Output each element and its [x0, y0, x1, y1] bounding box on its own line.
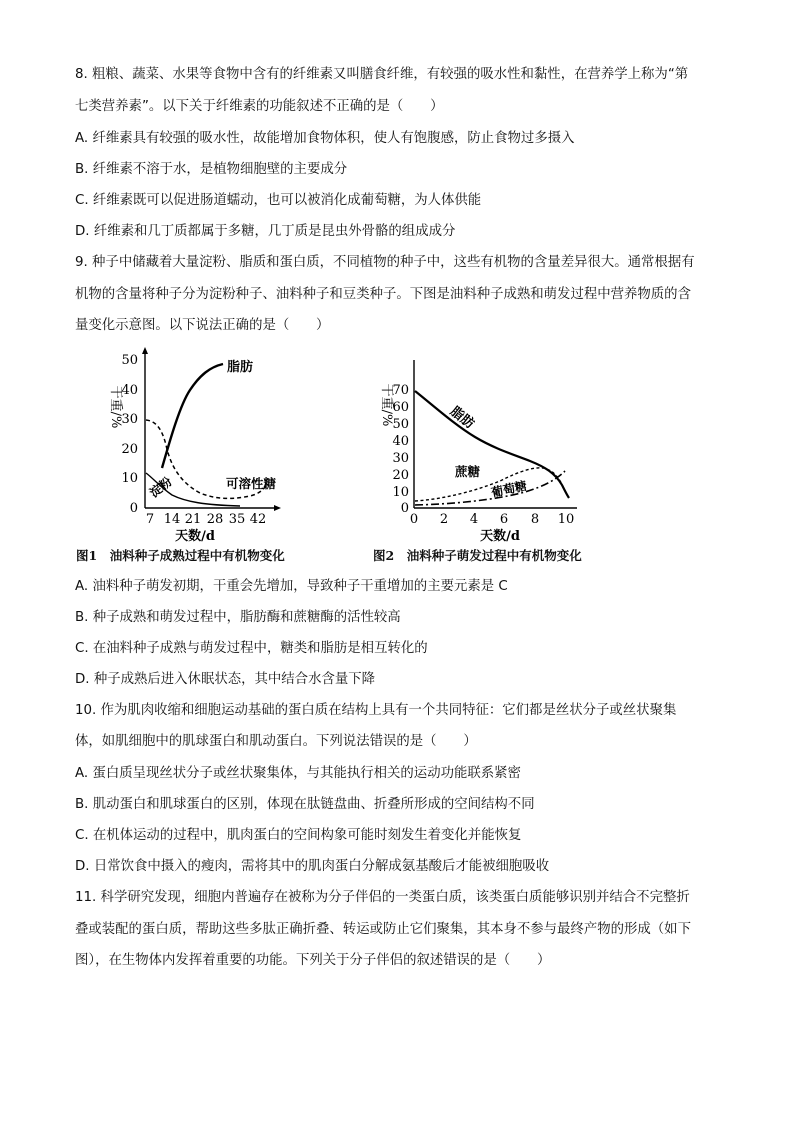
figure-1-chart	[90, 345, 300, 545]
fig1-x-arrow	[274, 505, 281, 511]
q9-stem-line2: 机物的含量将种子分为淀粉种子、油料种子和豆类种子。下图是油料种子成熟和萌发过程中营养物质的含	[75, 287, 691, 302]
q10-stem-line2: 体，如肌细胞中的肌球蛋白和肌动蛋白。下列说法错误的是（ ）	[75, 734, 477, 749]
q10-option-a: A. 蛋白质呈现丝状分子或丝状聚集体，与其能执行相关的运动功能联系紧密	[75, 766, 521, 781]
fig2-xtick: 10	[557, 512, 575, 527]
fig1-xtick: 14	[163, 512, 181, 527]
fig2-ytick: 40	[392, 434, 409, 449]
fig1-ytick: 20	[121, 442, 138, 457]
q10-option-d: D. 日常饮食中摄入的瘦肉，需将其中的肌肉蛋白分解成氨基酸后才能被细胞吸收	[75, 859, 550, 874]
fig1-ytick: 40	[121, 383, 138, 398]
fig2-xtick: 4	[469, 512, 479, 527]
fig2-ytick: 0	[400, 501, 409, 516]
fig1-ylabel: 干重/%	[108, 385, 123, 429]
fig2-sucrose-label: 蔗糖	[455, 464, 481, 479]
fig2-xtick: 0	[409, 512, 419, 527]
fig1-sugar-label: 可溶性糖	[226, 476, 277, 491]
q11-stem-line3: 图），在生物体内发挥着重要的功能。下列关于分子伴侣的叙述错误的是（ ）	[75, 953, 551, 968]
fig1-ytick: 50	[121, 353, 138, 368]
fig2-ytick: 20	[392, 468, 409, 483]
fig2-xtick: 2	[439, 512, 449, 527]
fig2-xlabel: 天数/d	[480, 529, 520, 544]
fig2-ytick: 60	[392, 400, 409, 415]
q8-stem-line1: 8. 粗粮、蔬菜、水果等食物中含有的纤维素又叫膳食纤维，有较强的吸水性和黏性，在营养学上称为“第	[75, 67, 689, 82]
figure-2-chart	[365, 345, 595, 545]
q10-option-b: B. 肌动蛋白和肌球蛋白的区别，体现在肽链盘曲、折叠所形成的空间结构不同	[75, 797, 535, 812]
fig1-fat-curve	[162, 364, 223, 468]
fig1-xtick: 42	[249, 512, 267, 527]
fig1-xtick: 7	[145, 512, 155, 527]
q11-stem-line1: 11. 科学研究发现，细胞内普遍存在被称为分子伴侣的一类蛋白质，该类蛋白质能够识别并结合不完整折	[75, 890, 690, 905]
fig1-xlabel: 天数/d	[175, 529, 215, 544]
q9-stem-line1: 9. 种子中储藏着大量淀粉、脂质和蛋白质，不同植物的种子中，这些有机物的含量差异很大。通常根据有	[75, 255, 695, 270]
q9-option-d: D. 种子成熟后进入休眠状态，其中结合水含量下降	[75, 672, 376, 687]
fig2-xtick: 8	[530, 512, 540, 527]
fig1-y-arrow	[142, 347, 148, 354]
fig2-ytick: 70	[392, 383, 409, 398]
q8-stem-line2: 七类营养素”。以下关于纤维素的功能叙述不正确的是（ ）	[75, 99, 444, 114]
fig2-ytick: 10	[392, 485, 409, 500]
fig1-caption: 图1 油料种子成熟过程中有机物变化	[76, 548, 285, 563]
q9-stem-line3: 量变化示意图。以下说法正确的是（ ）	[75, 318, 330, 333]
fig1-xtick: 21	[184, 512, 202, 527]
fig1-ytick: 0	[129, 501, 138, 516]
fig2-sucrose-curve	[415, 468, 564, 501]
fig1-ytick: 30	[121, 412, 138, 427]
q8-option-d: D. 纤维素和几丁质都属于多糖，几丁质是昆虫外骨骼的组成成分	[75, 224, 456, 239]
q8-option-a: A. 纤维素具有较强的吸水性，故能增加食物体积，使人有饱腹感，防止食物过多摄入	[75, 131, 575, 146]
fig1-xtick: 35	[228, 512, 246, 527]
q8-option-c: C. 纤维素既可以促进肠道蠕动，也可以被消化成葡萄糖，为人体供能	[75, 193, 482, 208]
fig1-fat-label: 脂肪	[227, 360, 254, 375]
fig2-ylabel: 干重/%	[379, 383, 394, 427]
fig2-ytick: 50	[392, 417, 409, 432]
fig1-xtick: 28	[206, 512, 224, 527]
q11-stem-line2: 叠或装配的蛋白质，帮助这些多肽正确折叠、转运或防止它们聚集，其本身不参与最终产物的形成（如下	[75, 922, 691, 937]
q9-option-c: C. 在油料种子成熟与萌发过程中，糖类和脂肪是相互转化的	[75, 641, 428, 656]
q8-option-b: B. 纤维素不溶于水，是植物细胞壁的主要成分	[75, 162, 348, 177]
fig2-xtick: 6	[499, 512, 509, 527]
fig1-ytick: 10	[121, 471, 138, 486]
q10-option-c: C. 在机体运动的过程中，肌肉蛋白的空间构象可能时刻发生着变化并能恢复	[75, 828, 522, 843]
fig2-fat-label: 脂肪	[447, 404, 477, 432]
fig2-caption: 图2 油料种子萌发过程中有机物变化	[373, 548, 582, 563]
fig1-starch-label: 淀粉	[146, 474, 175, 501]
fig2-glucose-label: 葡萄糖	[489, 478, 529, 500]
q9-option-b: B. 种子成熟和萌发过程中，脂肪酶和蔗糖酶的活性较高	[75, 610, 401, 625]
fig2-ytick: 30	[392, 451, 409, 466]
q9-option-a: A. 油料种子萌发初期，干重会先增加，导致种子干重增加的主要元素是 C	[75, 579, 508, 594]
q10-stem-line1: 10. 作为肌肉收缩和细胞运动基础的蛋白质在结构上具有一个共同特征：它们都是丝状分子或丝状聚集	[75, 703, 677, 718]
fig2-fat-curve	[415, 391, 569, 498]
